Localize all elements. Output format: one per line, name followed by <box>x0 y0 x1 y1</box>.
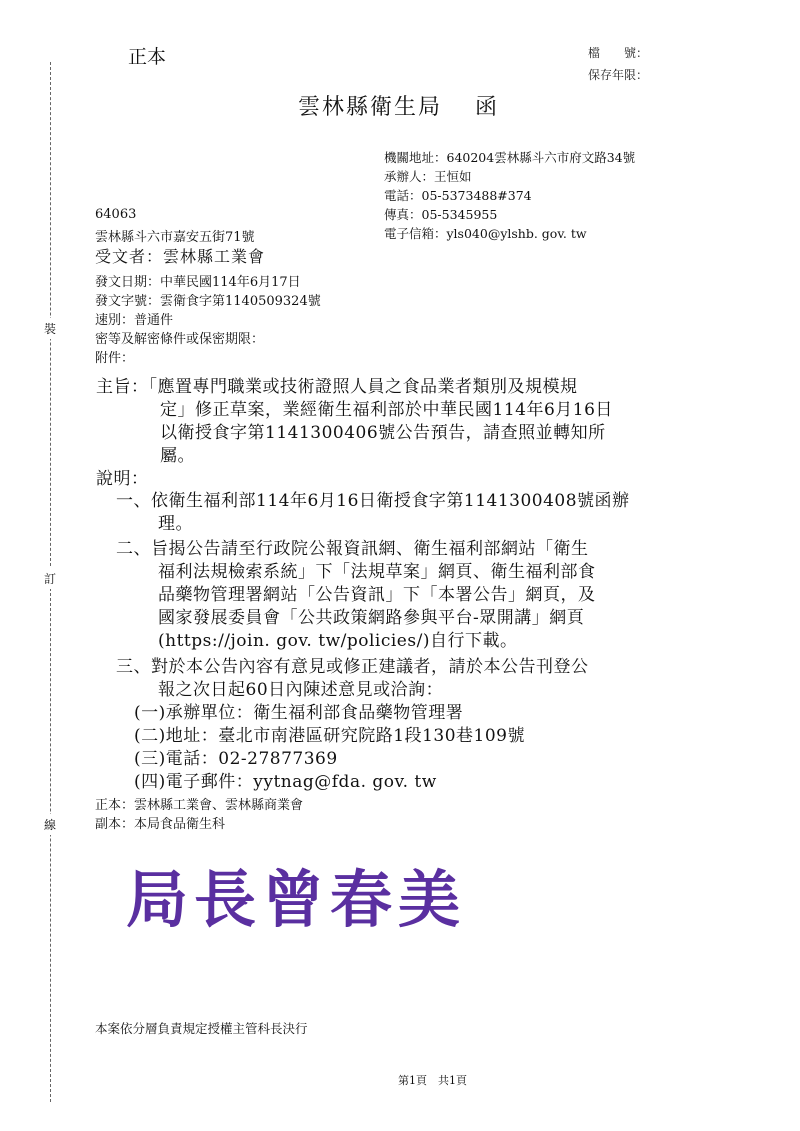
explanation-sub-4: (四)電子郵件：yytnag@fda. gov. tw <box>134 772 437 792</box>
confidentiality-level: 密等及解密條件或保密期限： <box>95 332 265 347</box>
subject-line-1: 主旨：「應置專門職業或技術證照人員之食品業者類別及規模規 <box>96 377 578 397</box>
explanation-item-3-line-2: 報之次日起60日內陳述意見或洽詢： <box>158 680 444 700</box>
agency-phone: 電話：05-5373488#374 <box>384 188 532 203</box>
file-number-label: 檔 號： <box>588 46 649 60</box>
explanation-sub-3: (三)電話：02-27877369 <box>134 749 338 769</box>
explanation-item-2-line-1: 二、旨揭公告請至行政院公報資訊網、衛生福利部網站「衛生 <box>116 539 589 559</box>
retention-period-label: 保存年限： <box>588 68 649 82</box>
explanation-heading: 說明： <box>96 469 149 489</box>
recipient-name: 受文者：雲林縣工業會 <box>95 247 266 266</box>
explanation-sub-2: (二)地址：臺北市南港區研究院路1段130巷109號 <box>134 726 525 746</box>
binding-mark-bottom: 線 <box>44 814 56 835</box>
explanation-item-2-line-4: 國家發展委員會「公共政策網路參與平台-眾開講」網頁 <box>158 608 585 628</box>
agency-address: 機關地址：640204雲林縣斗六市府文路34號 <box>384 150 636 165</box>
distribution-copy: 副本：本局食品衛生科 <box>95 817 226 832</box>
document-title: 雲林縣衛生局 函 <box>298 95 499 120</box>
postal-code: 64063 <box>95 207 137 222</box>
recipient-address: 雲林縣斗六市嘉安五街71號 <box>95 230 255 245</box>
delegation-note: 本案依分層負責規定授權主管科長決行 <box>95 1021 308 1036</box>
explanation-item-2-line-5: (https://join. gov. tw/policies/)自行下載。 <box>158 631 518 651</box>
director-signature-stamp: 局長曾春美 <box>126 863 467 936</box>
delivery-speed: 速別：普通件 <box>95 313 174 328</box>
explanation-item-1-line-2: 理。 <box>158 514 193 534</box>
attachment-label: 附件： <box>95 351 135 366</box>
page-number: 第1頁 共1頁 <box>398 1074 467 1087</box>
agency-handler: 承辦人：王恒如 <box>384 169 472 184</box>
agency-email: 電子信箱：yls040@ylshb. gov. tw <box>384 226 587 241</box>
issue-date: 發文日期：中華民國114年6月17日 <box>95 275 301 290</box>
binding-mark-middle: 訂 <box>44 568 56 589</box>
copy-type-label: 正本 <box>128 46 167 68</box>
explanation-sub-1: (一)承辦單位：衛生福利部食品藥物管理署 <box>134 703 464 723</box>
subject-line-2: 定」修正草案，業經衛生福利部於中華民國114年6月16日 <box>160 400 613 420</box>
agency-fax: 傳真：05-5345955 <box>384 207 498 222</box>
explanation-item-2-line-2: 福利法規檢索系統」下「法規草案」網頁、衛生福利部食 <box>158 562 596 582</box>
document-number: 發文字號：雲衛食字第1140509324號 <box>95 294 321 309</box>
explanation-item-2-line-3: 品藥物管理署網站「公告資訊」下「本署公告」網頁，及 <box>158 585 596 605</box>
subject-line-4: 屬。 <box>160 446 195 466</box>
distribution-original: 正本：雲林縣工業會、雲林縣商業會 <box>95 798 304 813</box>
subject-line-3: 以衛授食字第1141300406號公告預告，請查照並轉知所 <box>160 423 606 443</box>
explanation-item-1-line-1: 一、依衛生福利部114年6月16日衛授食字第1141300408號函辦 <box>116 491 630 511</box>
binding-mark-top: 裝 <box>44 318 56 339</box>
explanation-item-3-line-1: 三、對於本公告內容有意見或修正建議者，請於本公告刊登公 <box>116 657 589 677</box>
